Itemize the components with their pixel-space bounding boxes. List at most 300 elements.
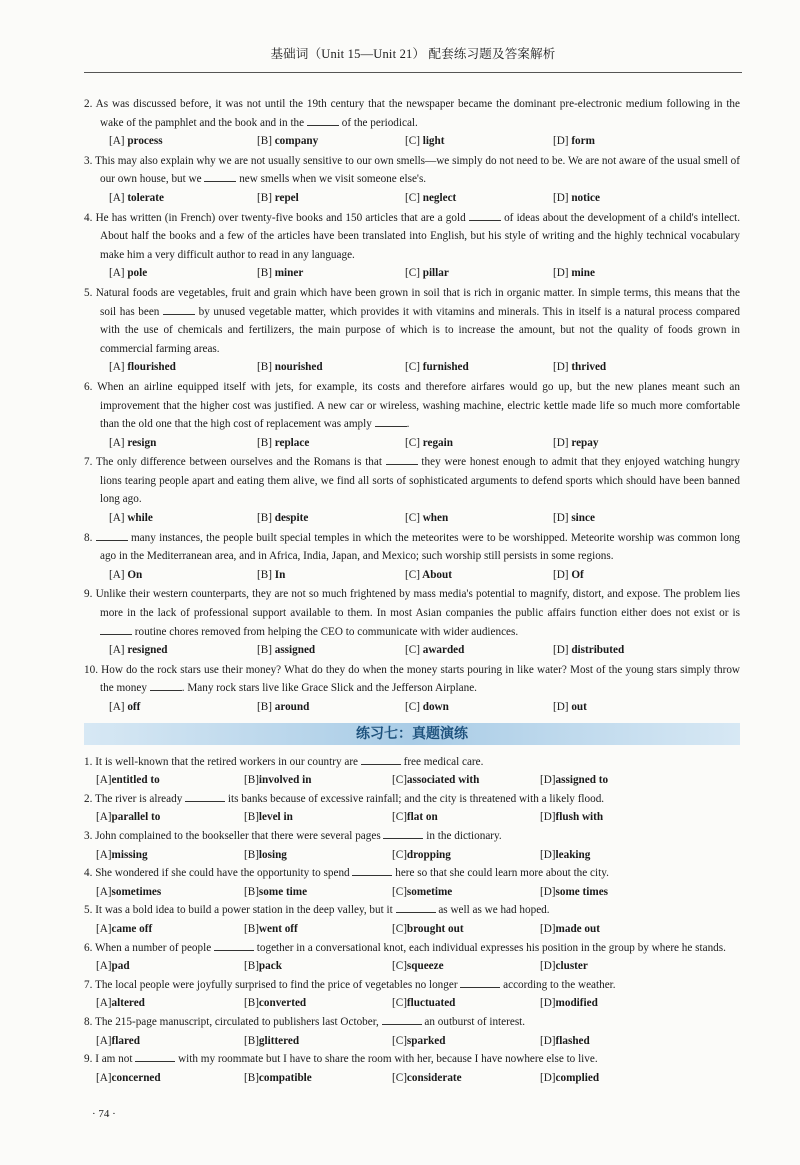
option-text: when (422, 512, 449, 525)
option-d (540, 1032, 688, 1051)
option-b (257, 189, 405, 208)
option-letter: [C] (392, 1071, 407, 1084)
question-number: 5. (84, 904, 93, 917)
option-c (405, 641, 553, 660)
option-text: losing (258, 848, 287, 861)
question-number: 6. (84, 380, 93, 393)
answer-blank (185, 790, 225, 802)
answer-blank (382, 1013, 422, 1025)
question-text: This may also explain why we are not usually sensitive to our own smells—we simply do not need to be. We are not aware of the usual smell of our own house, but we (95, 154, 740, 186)
option-a (109, 264, 257, 283)
option-d (540, 957, 688, 976)
question (84, 152, 740, 189)
option-letter: [D] (540, 885, 556, 898)
option-text: repel (274, 191, 299, 204)
option-text: down (422, 701, 449, 713)
option-c (405, 264, 553, 283)
question (84, 453, 740, 509)
answer-blank (204, 170, 236, 182)
option-a (96, 883, 244, 902)
option-text: out (571, 701, 587, 713)
option-letter: [B] (257, 568, 272, 581)
option-text: furnished (422, 361, 469, 374)
option-text: pack (258, 960, 282, 973)
answer-blank (383, 827, 423, 839)
exercise-section-2 (84, 753, 740, 1088)
options-row (84, 920, 740, 939)
question (84, 827, 740, 846)
option-letter: [C] (392, 997, 407, 1010)
option-letter: [A] (109, 135, 125, 148)
option-text: squeeze (406, 960, 444, 973)
question-text-continued: free medical care. (400, 755, 484, 768)
option-c (392, 771, 540, 790)
question-number: 8. (84, 531, 93, 544)
option-b (244, 957, 392, 976)
option-letter: [A] (96, 1034, 112, 1047)
question-number: 7. (84, 978, 93, 991)
option-text: flourished (127, 361, 176, 374)
option-letter: [C] (405, 644, 420, 657)
question-number: 9. (84, 1053, 93, 1066)
question-number: 2. (84, 98, 93, 110)
option-text: resigned (127, 644, 168, 657)
question (84, 976, 740, 995)
question-text-continued: its banks because of excessive rainfall; and the city is threatened with a likely flood. (225, 792, 605, 805)
option-text: dropping (406, 848, 451, 861)
option-d (540, 771, 688, 790)
option-letter: [D] (553, 191, 569, 204)
question-text: The 215-page manuscript, circulated to publishers last October, (95, 1015, 382, 1028)
options-row (84, 698, 740, 717)
option-text: pillar (422, 267, 449, 280)
option-letter: [C] (405, 361, 420, 374)
options-row (84, 808, 740, 827)
option-letter: [A] (96, 997, 112, 1010)
option-text: compatible (258, 1071, 312, 1084)
question (84, 1050, 740, 1069)
options-row (84, 641, 740, 660)
option-letter: [C] (405, 135, 420, 148)
option-letter: [C] (392, 848, 407, 861)
question-number: 5. (84, 286, 93, 299)
option-text: some times (555, 885, 609, 898)
option-b (257, 509, 405, 528)
option-c (392, 846, 540, 865)
option-text: came off (111, 922, 153, 935)
option-text: converted (258, 997, 307, 1010)
question-text: When a number of people (95, 941, 214, 954)
options-row (84, 771, 740, 790)
option-letter: [D] (553, 267, 569, 280)
option-text: cluster (555, 960, 588, 973)
option-letter: [D] (540, 960, 556, 973)
content (84, 95, 740, 1087)
option-text: considerate (406, 1071, 462, 1084)
option-text: concerned (111, 1071, 161, 1084)
question-number: 6. (84, 941, 93, 954)
option-letter: [B] (257, 135, 272, 148)
option-letter: [A] (96, 811, 112, 824)
question (84, 95, 740, 132)
option-c (392, 920, 540, 939)
question-text: As was discussed before, it was not until the 19th century that the newspaper became the dominant pre-electronic medium following in the wake of the pamphlet and the book and in the (95, 98, 740, 129)
option-letter: [A] (109, 436, 125, 449)
question-number: 1. (84, 755, 93, 768)
option-text: flared (111, 1034, 140, 1047)
answer-blank (361, 753, 401, 765)
option-letter: [D] (553, 568, 569, 581)
option-text: flush with (555, 811, 604, 824)
option-text: parallel to (111, 811, 161, 824)
option-text: since (571, 512, 595, 525)
options-row (84, 846, 740, 865)
option-a (96, 920, 244, 939)
option-letter: [D] (540, 1034, 556, 1047)
option-text: some time (258, 885, 308, 898)
options-row (84, 132, 740, 151)
option-letter: [B] (257, 191, 272, 204)
question-number: 10. (84, 663, 98, 676)
option-text: while (127, 512, 153, 525)
option-letter: [C] (392, 885, 407, 898)
option-text: neglect (422, 191, 457, 204)
option-text: process (127, 135, 163, 148)
question-text-continued: . (406, 418, 410, 431)
option-letter: [B] (244, 1034, 259, 1047)
option-c (392, 883, 540, 902)
option-letter: [D] (540, 1071, 556, 1084)
answer-blank (352, 864, 392, 876)
question-number: 3. (84, 154, 93, 167)
question-text: He has written (in French) over twenty-five books and 150 articles that are a gold (95, 211, 469, 224)
option-letter: [A] (96, 885, 112, 898)
option-b (257, 264, 405, 283)
option-d (540, 1069, 688, 1088)
option-text: distributed (571, 644, 625, 657)
question-text: Unlike their western counterparts, they are not so much frightened by mass media's potential to magnify, distort, and expose. The problem lies more in the lack of professional support available to them. In most Asian companies the public affairs function either does not exist or is (95, 588, 741, 620)
question (84, 209, 740, 265)
option-c (392, 957, 540, 976)
exercise-section-1 (84, 95, 740, 717)
option-text: notice (571, 191, 600, 204)
page-header: 基础词（Unit 15—Unit 21） 配套练习题及答案解析 (270, 47, 556, 61)
question-text-continued: here so that she could learn more about the city. (392, 867, 609, 880)
option-letter: [B] (244, 1071, 259, 1084)
option-letter: [D] (540, 811, 556, 824)
option-text: complied (555, 1071, 600, 1084)
option-text: nourished (274, 361, 323, 374)
option-text: brought out (406, 922, 464, 935)
question-text: I am not (95, 1053, 136, 1066)
answer-blank (100, 623, 132, 635)
option-letter: [D] (540, 848, 556, 861)
question-text-continued: routine chores removed from helping the CEO to communicate with wider audiences. (132, 625, 519, 638)
option-text: flat on (406, 811, 438, 824)
option-letter: [D] (553, 512, 569, 525)
option-letter: [A] (109, 644, 125, 657)
option-text: leaking (555, 848, 591, 861)
option-letter: [D] (540, 922, 556, 935)
option-d (553, 358, 701, 377)
question-text-continued: according to the weather. (500, 978, 616, 991)
question-text: She wondered if she could have the opportunity to spend (95, 867, 353, 880)
option-letter: [A] (109, 191, 125, 204)
option-letter: [D] (553, 436, 569, 449)
option-letter: [D] (553, 701, 569, 713)
option-d (553, 566, 701, 585)
option-a (96, 771, 244, 790)
option-letter: [A] (109, 701, 125, 713)
option-letter: [D] (540, 997, 556, 1010)
question-text: When an airline equipped itself with jets, for example, its costs and therefore airfares would go up, but the new planes meant such an improvement that the higher cost was justified. A new car or wireless, washing machine, electric kettle made life so much more comfortable than the old one that the high cost of replacement was amply (97, 380, 740, 431)
answer-blank (375, 415, 407, 427)
option-letter: [C] (392, 811, 407, 824)
option-text: missing (111, 848, 148, 861)
option-a (109, 434, 257, 453)
answer-blank (96, 529, 128, 541)
answer-blank (214, 939, 254, 951)
option-text: entitled to (111, 774, 160, 787)
answer-blank (135, 1050, 175, 1062)
option-c (405, 189, 553, 208)
option-letter: [B] (257, 512, 272, 525)
option-a (109, 189, 257, 208)
option-b (257, 434, 405, 453)
option-letter: [B] (257, 436, 272, 449)
option-b (244, 920, 392, 939)
option-letter: [C] (392, 960, 407, 973)
question-number: 8. (84, 1015, 93, 1028)
option-c (405, 509, 553, 528)
question-text-continued: of ideas about the development of a child's intellect. About half the books and a few of the articles have been translated into English, but his style of writing and the highly technical vocabulary make him a very difficult author to read in any language. (100, 211, 740, 261)
option-letter: [A] (96, 1071, 112, 1084)
option-letter: [B] (244, 922, 259, 935)
option-a (96, 1032, 244, 1051)
option-b (257, 358, 405, 377)
option-text: sometime (406, 885, 453, 898)
page-number: · 74 · (92, 1108, 116, 1120)
section-title-banner: 练习七：真题演练 (84, 723, 740, 745)
option-letter: [D] (553, 644, 569, 657)
options-row (84, 883, 740, 902)
answer-blank (396, 901, 436, 913)
option-b (244, 808, 392, 827)
option-text: resign (127, 436, 157, 449)
option-letter: [B] (257, 267, 272, 280)
option-text: associated with (406, 774, 480, 787)
question-text: The river is already (95, 792, 186, 805)
question-text: It was a bold idea to build a power station in the deep valley, but it (95, 904, 396, 917)
option-letter: [B] (244, 811, 259, 824)
option-letter: [B] (244, 960, 259, 973)
options-row (84, 264, 740, 283)
option-b (257, 641, 405, 660)
option-a (96, 808, 244, 827)
options-row (84, 509, 740, 528)
question-text-continued: they were honest enough to admit that they enjoyed watching hungry lions tearing people apart and eating them alive, we find all sorts of sophisticated arguments to defend sports which should have been banned long ago. (100, 456, 740, 506)
option-a (109, 698, 257, 717)
option-letter: [A] (109, 361, 125, 374)
option-letter: [B] (257, 361, 272, 374)
question-text-continued: new smells when we visit someone else's. (236, 173, 427, 186)
option-letter: [A] (96, 922, 112, 935)
option-text: miner (274, 267, 304, 280)
option-d (540, 994, 688, 1013)
option-c (405, 358, 553, 377)
option-b (257, 566, 405, 585)
option-b (244, 771, 392, 790)
question (84, 939, 740, 958)
option-text: glittered (258, 1034, 300, 1047)
question-text-continued: with my roommate but I have to share the room with her, because I have nowhere else to live. (175, 1053, 598, 1066)
option-letter: [A] (96, 960, 112, 973)
question-text: The local people were joyfully surprised to find the price of vegetables no longer (95, 978, 461, 991)
answer-blank (150, 679, 182, 691)
option-c (392, 1032, 540, 1051)
option-text: made out (555, 922, 600, 935)
option-letter: [D] (553, 135, 569, 148)
options-row (84, 994, 740, 1013)
option-text: level in (258, 811, 293, 824)
header-divider (84, 72, 742, 73)
question-number: 7. (84, 456, 93, 469)
question-number: 3. (84, 829, 93, 842)
option-a (96, 1069, 244, 1088)
question (84, 284, 740, 358)
option-text: went off (258, 922, 298, 935)
question-text-continued: . Many rock stars live like Grace Slick and the Jefferson Airplane. (181, 682, 477, 695)
option-letter: [B] (257, 644, 272, 657)
option-d (553, 264, 701, 283)
option-text: Of (571, 568, 584, 581)
option-letter: [C] (405, 267, 420, 280)
question (84, 661, 740, 698)
option-d (553, 434, 701, 453)
options-row (84, 189, 740, 208)
option-a (109, 566, 257, 585)
option-letter: [B] (244, 774, 259, 787)
option-d (553, 698, 701, 717)
option-text: repay (571, 436, 599, 449)
option-text: mine (571, 267, 595, 280)
options-row (84, 566, 740, 585)
answer-blank (386, 453, 418, 465)
options-row (84, 1069, 740, 1088)
question (84, 901, 740, 920)
option-c (405, 698, 553, 717)
option-text: altered (111, 997, 145, 1010)
question-number: 4. (84, 211, 93, 224)
option-text: fluctuated (406, 997, 456, 1010)
answer-blank (460, 976, 500, 988)
option-a (109, 358, 257, 377)
option-text: assigned to (555, 774, 609, 787)
question-text-continued: in the dictionary. (423, 829, 502, 842)
option-text: sometimes (111, 885, 162, 898)
option-a (96, 994, 244, 1013)
option-d (540, 808, 688, 827)
option-text: awarded (422, 644, 465, 657)
option-text: assigned (274, 644, 316, 657)
question (84, 585, 740, 641)
question-text-continued: of the periodical. (338, 116, 418, 129)
option-letter: [C] (405, 701, 420, 713)
question-text: John complained to the bookseller that there were several pages (95, 829, 384, 842)
question-text-continued: many instances, the people built special temples in which the meteorites were to be worshipped. Meteorite worship was common long ago in the Mediterranean area, and in Africa, India, Japan, and Mexico; such worship still persists in some regions. (100, 531, 741, 563)
option-letter: [B] (244, 997, 259, 1010)
question (84, 529, 740, 566)
answer-blank (469, 209, 501, 221)
option-letter: [C] (405, 568, 420, 581)
option-letter: [B] (244, 848, 259, 861)
option-c (405, 566, 553, 585)
options-row (84, 434, 740, 453)
option-b (257, 698, 405, 717)
option-text: modified (555, 997, 598, 1010)
option-c (392, 994, 540, 1013)
question-text-continued: together in a conversational knot, each individual expresses his position in the group by where he stands. (253, 941, 726, 954)
question-number: 4. (84, 867, 93, 880)
option-b (244, 994, 392, 1013)
option-d (553, 132, 701, 151)
option-a (96, 957, 244, 976)
option-b (244, 846, 392, 865)
question-number: 2. (84, 792, 93, 805)
option-b (244, 883, 392, 902)
option-b (244, 1069, 392, 1088)
option-d (540, 920, 688, 939)
question-text: It is well-known that the retired workers in our country are (95, 755, 361, 768)
options-row (84, 957, 740, 976)
question-text: How do the rock stars use their money? What do they do when the money starts pouring in like water? Most of the young stars simply throw the money (100, 663, 741, 695)
option-letter: [C] (405, 512, 420, 525)
option-d (540, 846, 688, 865)
options-row (84, 1032, 740, 1051)
option-text: around (274, 701, 310, 713)
option-c (392, 808, 540, 827)
options-row (84, 358, 740, 377)
option-a (109, 641, 257, 660)
option-letter: [D] (553, 361, 569, 374)
option-text: off (127, 701, 141, 713)
option-text: pad (111, 960, 130, 973)
option-text: On (127, 568, 143, 581)
option-text: form (571, 135, 595, 148)
option-text: despite (274, 512, 309, 525)
option-letter: [C] (392, 774, 407, 787)
option-letter: [C] (405, 436, 420, 449)
answer-blank (307, 114, 339, 126)
option-d (553, 641, 701, 660)
option-letter: [A] (96, 848, 112, 861)
option-letter: [C] (405, 191, 420, 204)
question (84, 864, 740, 883)
option-d (553, 189, 701, 208)
question (84, 1013, 740, 1032)
option-b (244, 1032, 392, 1051)
option-text: pole (127, 267, 148, 280)
option-text: thrived (571, 361, 607, 374)
question-text: The only difference between ourselves and the Romans is that (95, 456, 386, 469)
option-letter: [B] (244, 885, 259, 898)
option-c (405, 434, 553, 453)
question (84, 790, 740, 809)
option-text: regain (422, 436, 453, 449)
option-letter: [D] (540, 774, 556, 787)
option-letter: [A] (109, 512, 125, 525)
option-a (109, 509, 257, 528)
